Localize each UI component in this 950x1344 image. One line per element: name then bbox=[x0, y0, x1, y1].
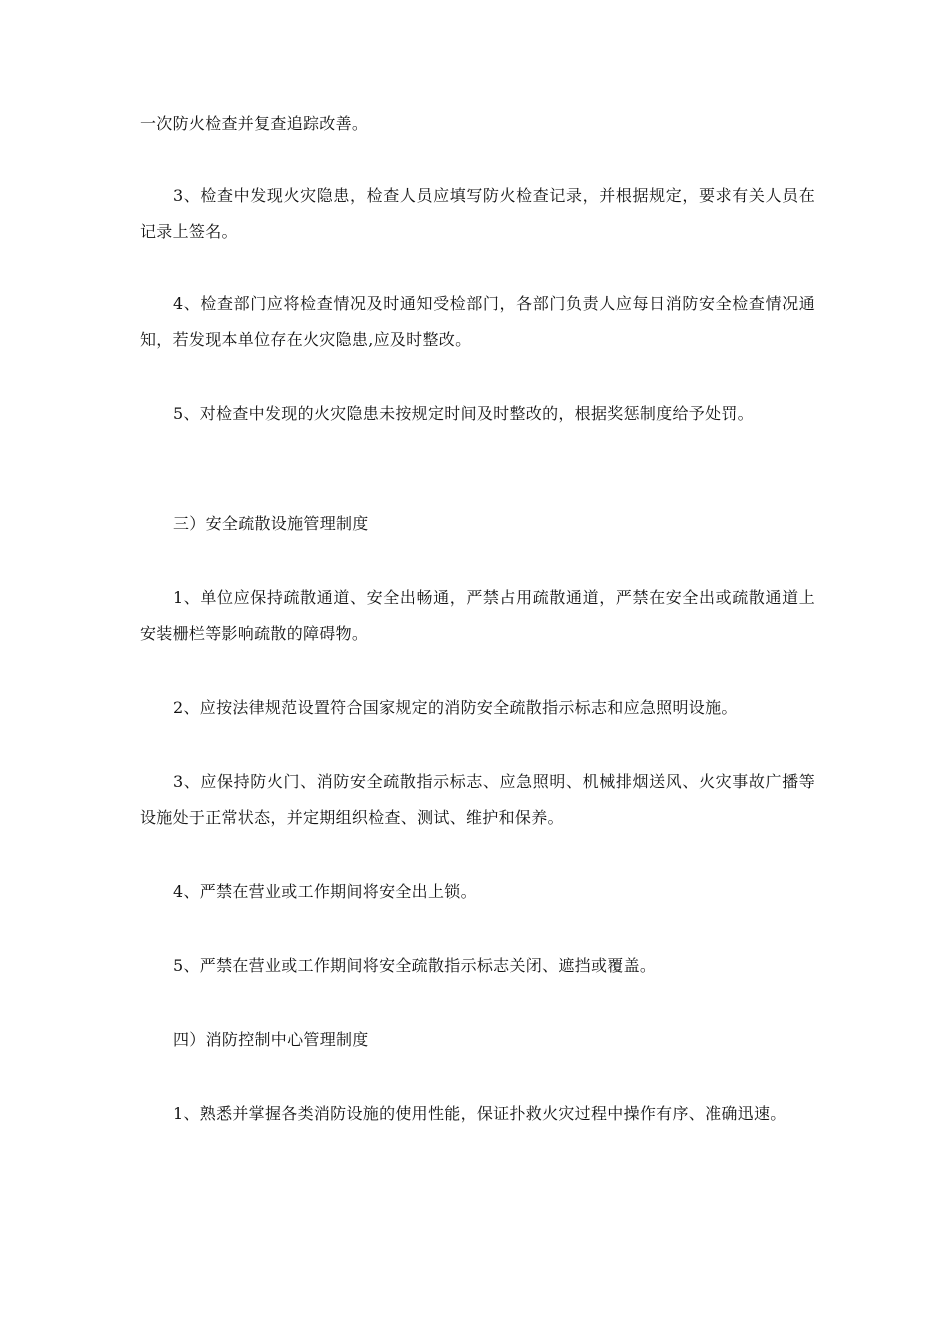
paragraph-evacuation-2: 2、应按法律规范设置符合国家规定的消防安全疏散指示标志和应急照明设施。 bbox=[173, 698, 738, 717]
paragraph-item-5: 5、对检查中发现的火灾隐患未按规定时间及时整改的，根据奖惩制度给予处罚。 bbox=[173, 404, 754, 423]
paragraph-evacuation-5: 5、严禁在营业或工作期间将安全疏散指示标志关闭、遮挡或覆盖。 bbox=[173, 956, 657, 975]
paragraph-item-4: 4、检查部门应将检查情况及时通知受检部门，各部门负责人应每日消防安全检查情况通知，若发现本单位存在火灾隐患,应及时整改。 bbox=[140, 294, 815, 349]
section-heading-evacuation: 三）安全疏散设施管理制度 bbox=[173, 514, 369, 533]
section-heading-control-center: 四）消防控制中心管理制度 bbox=[173, 1030, 369, 1049]
paragraph-item-3: 3、检查中发现火灾隐患，检查人员应填写防火检查记录，并根据规定，要求有关人员在记录上签名。 bbox=[140, 186, 815, 241]
paragraph-evacuation-3: 3、应保持防火门、消防安全疏散指示标志、应急照明、机械排烟送风、火灾事故广播等设施处于正常状态，并定期组织检查、测试、维护和保养。 bbox=[140, 772, 815, 827]
paragraph-continuation: 一次防火检查并复查追踪改善。 bbox=[140, 114, 369, 133]
paragraph-evacuation-1: 1、单位应保持疏散通道、安全出畅通，严禁占用疏散通道，严禁在安全出或疏散通道上安装栅栏等影响疏散的障碍物。 bbox=[140, 588, 815, 643]
paragraph-evacuation-4: 4、严禁在营业或工作期间将安全出上锁。 bbox=[173, 882, 477, 901]
paragraph-control-center-1: 1、熟悉并掌握各类消防设施的使用性能，保证扑救火灾过程中操作有序、准确迅速。 bbox=[173, 1104, 787, 1123]
